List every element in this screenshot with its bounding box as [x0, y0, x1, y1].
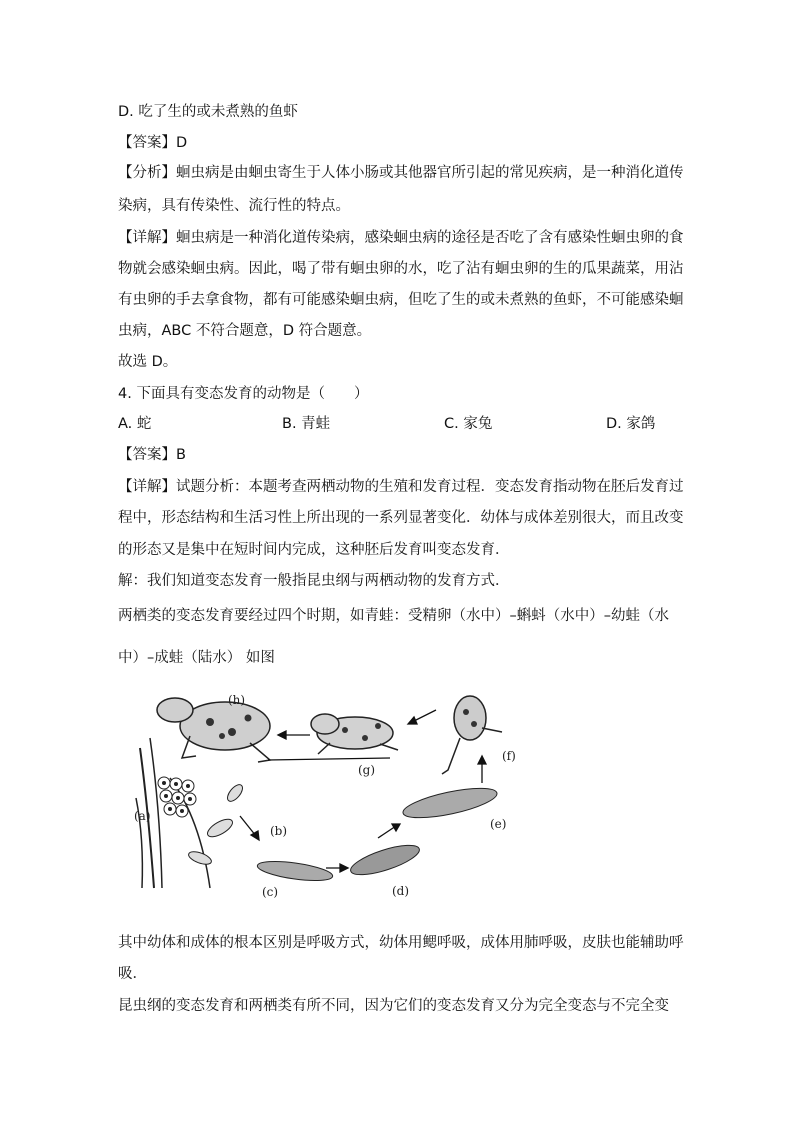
adult-frog-h-image: [157, 698, 270, 762]
respiration-line-1: 其中幼体和成体的根本区别是呼吸方式，幼体用鳃呼吸，成体用肺呼吸，皮肤也能辅助呼: [118, 935, 684, 951]
tadpole-d-image: [348, 839, 423, 880]
frog-eggs-a-image: [158, 777, 196, 817]
detail-line-4: 虫病，ABC 不符合题意，D 符合题意。: [118, 323, 372, 339]
option-d: D. 家鸽: [606, 416, 656, 432]
conclusion-line: 故选 D。: [118, 354, 178, 370]
amphibian-line-2: 中）–成蛙（陆水） 如图: [118, 650, 275, 666]
respiration-line-2: 吸．: [118, 966, 147, 982]
detail-line-2: 物就会感染蛔虫病。因此，喝了带有蛔虫卵的水，吃了沾有蛔虫卵的生的瓜果蔬菜，用沾: [118, 261, 684, 277]
analysis-line-2: 染病，具有传染性、流行性的特点。: [118, 198, 350, 214]
question-4: 4. 下面具有变态发育的动物是（ ）: [118, 386, 369, 402]
option-a: A. 蛇: [118, 416, 152, 432]
label-a: (a): [134, 809, 151, 823]
detail-line-3: 有虫卵的手去拿食物，都有可能感染蛔虫病，但吃了生的或未煮熟的鱼虾，不可能感染蛔: [118, 292, 684, 308]
label-h: (h): [228, 693, 246, 707]
answer-line: 【答案】D: [118, 135, 188, 151]
water-plants-image: [136, 738, 245, 888]
frog-life-cycle-figure: [130, 688, 530, 900]
amphibian-line-1: 两栖类的变态发育要经过四个时期，如青蛙：受精卵（水中）–蝌蚪（水中）–幼蛙（水: [118, 608, 669, 624]
option-c: C. 家兔: [444, 416, 493, 432]
option-d-prev-question: D. 吃了生的或未煮熟的鱼虾: [118, 104, 298, 120]
froglet-f-image: [442, 696, 502, 774]
detail2-line-1: 【详解】试题分析：本题考查两栖动物的生殖和发育过程．变态发育指动物在胚后发育过: [118, 479, 684, 495]
label-e: (e): [490, 817, 507, 831]
detail2-line-2: 程中，形态结构和生活习性上所出现的一系列显著变化．幼体与成体差别很大，而且改变: [118, 510, 684, 526]
insect-line-1: 昆虫纲的变态发育和两栖类有所不同，因为它们的变态发育又分为完全变态与不完全变: [118, 998, 669, 1014]
label-f: (f): [502, 749, 516, 763]
answer-line-2: 【答案】B: [118, 447, 186, 463]
tadpole-c-image: [256, 858, 333, 884]
label-g: (g): [358, 763, 376, 777]
detail-line-1: 【详解】蛔虫病是一种消化道传染病，感染蛔虫病的途径是否吃了含有感染性蛔虫卵的食: [118, 230, 684, 246]
detail2-line-3: 的形态又是集中在短时间内完成，这种胚后发育叫变态发育．: [118, 542, 510, 558]
solution-line: 解：我们知道变态发育一般指昆虫纲与两栖动物的发育方式．: [118, 573, 510, 589]
option-b: B. 青蛙: [282, 416, 331, 432]
label-d: (d): [392, 884, 410, 898]
young-frog-g-image: [311, 714, 398, 754]
label-b: (b): [270, 824, 288, 838]
label-c: (c): [262, 885, 279, 899]
tadpole-e-image: [401, 782, 499, 823]
analysis-line-1: 【分析】蛔虫病是由蛔虫寄生于人体小肠或其他器官所引起的常见疾病，是一种消化道传: [118, 165, 684, 181]
